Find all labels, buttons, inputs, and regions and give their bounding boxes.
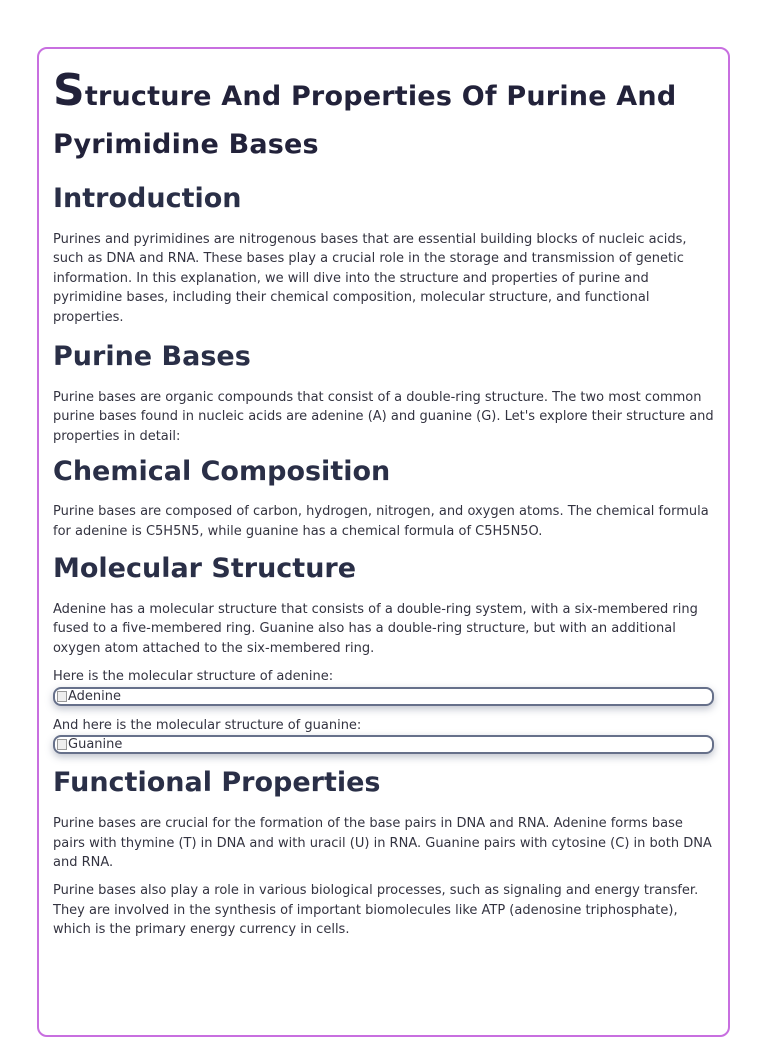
purine-paragraph: Purine bases are organic compounds that consist of a double-ring structure. The two most common purine bases found in nucleic acids are adenine (A) and guanine (G). Let's explore their structure and properties in detail: xyxy=(53,390,714,444)
guanine-caption: And here is the molecular structure of guanine: xyxy=(53,717,362,733)
heading-introduction: Introduction xyxy=(53,183,242,214)
guanine-image-alt: Guanine xyxy=(68,737,123,753)
molecular-paragraph: Adenine has a molecular structure that consists of a double-ring system, with a six-membered ring fused to a five-membered ring. Guanine also has a double-ring structure, but with an additional oxygen atom attached to the six-membered ring. xyxy=(53,602,698,656)
heading-functional-properties: Functional Properties xyxy=(53,767,381,799)
guanine-image xyxy=(53,735,714,754)
chemical-paragraph: Purine bases are composed of carbon, hydrogen, nitrogen, and oxygen atoms. The chemical formula for adenine is C5H5N5, while guanine has a chemical formula of C5H5N5O. xyxy=(53,504,709,539)
heading-chemical-composition: Chemical Composition xyxy=(53,456,391,488)
heading-molecular-structure: Molecular Structure xyxy=(53,553,357,585)
title-text: tructure And Properties Of Purine And Pyrimidine Bases xyxy=(53,81,677,160)
adenine-image xyxy=(53,687,714,706)
heading-purine-bases: Purine Bases xyxy=(53,341,251,373)
document-card xyxy=(37,47,730,1037)
page-title xyxy=(53,65,714,169)
intro-paragraph: Purines and pyrimidines are nitrogenous bases that are essential building blocks of nucleic acids, such as DNA and RNA. These bases play a crucial role in the storage and transmission of genetic information. In this explanation, we will dive into the structure and properties of purine and pyrimidine bases, including their chemical composition, molecular structure, and functional properties. xyxy=(53,232,687,325)
adenine-image-alt: Adenine xyxy=(68,688,122,704)
title-dropcap: S xyxy=(53,65,85,116)
adenine-caption: Here is the molecular structure of adenine: xyxy=(53,669,334,685)
functional-paragraph-2: Purine bases also play a role in various biological processes, such as signaling and energy transfer. They are involved in the synthesis of important biomolecules like ATP (adenosine triphosphate), which is the primary energy currency in cells. xyxy=(53,883,699,938)
broken-image-icon xyxy=(57,691,67,702)
broken-image-icon xyxy=(57,739,67,750)
functional-paragraph-1: Purine bases are crucial for the formation of the base pairs in DNA and RNA. Adenine forms base pairs with thymine (T) in DNA and with uracil (U) in RNA. Guanine pairs with cytosine (C) in both DNA and RNA. xyxy=(53,816,712,870)
